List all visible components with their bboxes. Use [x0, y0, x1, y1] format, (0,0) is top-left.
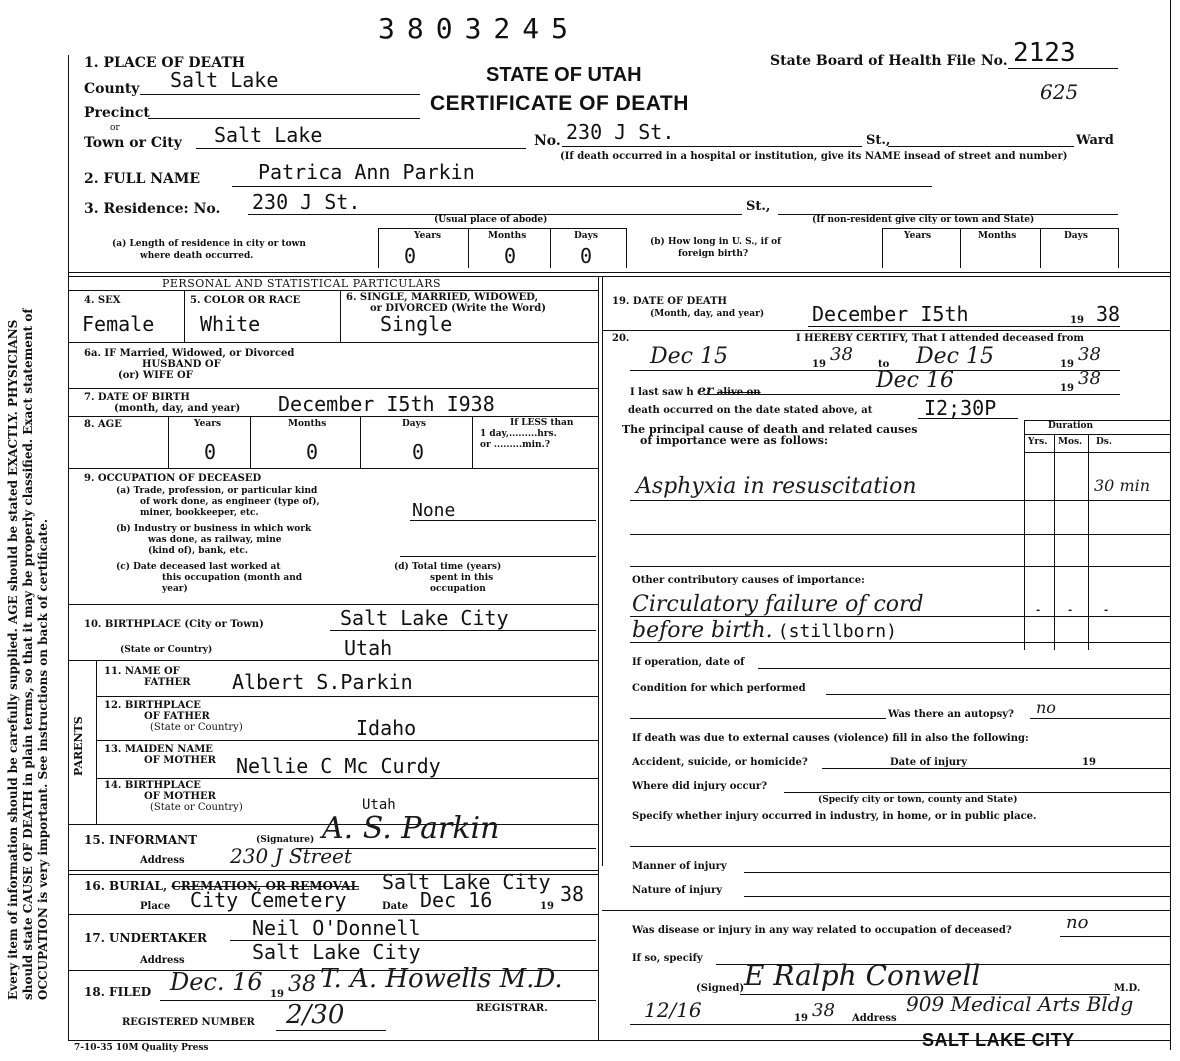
- specify-city: (Specify city or town, county and State): [818, 795, 1018, 805]
- row12-bottom: [96, 740, 598, 741]
- street-no-label: No.: [534, 133, 561, 149]
- less-than-label: [480, 418, 573, 451]
- birthplace-city: Salt Lake City: [340, 606, 509, 630]
- physician-signature: E Ralph Conwell: [744, 959, 981, 992]
- left-border: [68, 55, 69, 1040]
- center-divider-lower: [598, 866, 599, 1040]
- certify-number: 20.: [612, 333, 630, 344]
- dod-value: December I5th: [812, 302, 969, 326]
- sex-label: 4. SEX: [84, 295, 121, 306]
- us-residence-line-1: (b) How long in U. S., if of: [650, 237, 781, 247]
- burial-year: 38: [560, 882, 585, 906]
- autopsy-value: no: [1036, 698, 1056, 717]
- occupation-b-line: [400, 556, 596, 557]
- center-divider-2: [602, 276, 603, 866]
- occupation-a: [116, 486, 320, 519]
- father-label-line-2: FATHER: [144, 677, 191, 688]
- res-days-label: Days: [574, 231, 598, 241]
- accident-label: Accident, suicide, or homicide?: [632, 757, 808, 768]
- cause-line-2: [630, 534, 1170, 535]
- cause-label-line-1: The principal cause of death and related causes: [622, 423, 918, 436]
- contrib-dash-1: -: [1036, 605, 1041, 616]
- us-residence-line-2: foreign birth?: [678, 249, 749, 259]
- right-border: [1170, 0, 1171, 1050]
- death-time: I2;30P: [924, 396, 997, 420]
- town-value: Salt Lake: [214, 123, 323, 147]
- marital-label-line-1: 6. SINGLE, MARRIED, WIDOWED,: [346, 292, 539, 303]
- sig-year: 38: [812, 1000, 835, 1021]
- father-birthplace-label: [104, 700, 243, 733]
- residence-st-label: St.,: [746, 199, 771, 214]
- disease-value: no: [1066, 912, 1089, 933]
- condition-line-2: [630, 718, 886, 719]
- time-line: [918, 418, 1018, 419]
- personal-heading-line: [68, 290, 598, 291]
- where-line: [784, 792, 1170, 793]
- condition-label: Condition for which performed: [632, 683, 806, 694]
- res-box-left: [378, 228, 379, 268]
- dod-label: [612, 296, 764, 320]
- occupation-b: [116, 524, 311, 557]
- length-residence-line-2: where death occurred.: [140, 251, 254, 261]
- nature-label: Nature of injury: [632, 885, 723, 896]
- occupation-d-line-1: (d) Total time (years): [394, 562, 502, 572]
- injury-date-label: Date of injury: [890, 757, 968, 768]
- occupation-c-line-1: (c) Date deceased last worked at: [116, 562, 281, 572]
- res-months-value: 0: [504, 244, 517, 268]
- age-days-label: Days: [402, 419, 426, 429]
- personal-heading: PERSONAL AND STATISTICAL PARTICULARS: [162, 277, 442, 290]
- mother-value: Nellie C Mc Curdy: [236, 754, 441, 778]
- age-div-1: [168, 416, 169, 468]
- sig-date: 12/16: [644, 998, 702, 1022]
- ifso-label: If so, specify: [632, 953, 703, 964]
- cause-line-3: [630, 566, 1170, 567]
- marital-label: [346, 292, 546, 314]
- certificate-title: CERTIFICATE OF DEATH: [430, 92, 689, 115]
- full-name-value: Patrica Ann Parkin: [258, 160, 475, 184]
- us-days-label: Days: [1064, 231, 1088, 241]
- father-birthplace-line-2: OF FATHER: [144, 711, 210, 722]
- dod-line: [808, 326, 1120, 327]
- specify-line: [630, 846, 1170, 847]
- occurred-label: death occurred on the date stated above, at: [628, 405, 873, 416]
- address-label: Address: [852, 1013, 897, 1024]
- registrar-signature: T. A. Howells M.D.: [320, 964, 563, 994]
- town-label: Town or City: [84, 135, 182, 151]
- mother-birthplace-label: [104, 780, 243, 813]
- res-months-label: Months: [488, 231, 527, 241]
- ward-label: Ward: [1076, 133, 1114, 148]
- burial-label-text: 16. BURIAL,: [84, 879, 168, 893]
- nature-line-2: [602, 910, 1170, 911]
- father-birthplace-line-3: (State or Country): [150, 722, 243, 733]
- race-label: 5. COLOR OR RACE: [190, 295, 301, 306]
- last-saw-text: I last saw h: [630, 387, 694, 398]
- occupation-a-line-1: (a) Trade, profession, or particular kind: [116, 486, 318, 496]
- birthplace-state: Utah: [344, 636, 393, 660]
- father-birthplace-line-1: 12. BIRTHPLACE: [104, 700, 201, 711]
- res-box-2: [468, 228, 469, 268]
- duration-col-3: [1088, 434, 1089, 650]
- race-divider: [340, 290, 341, 342]
- spouse-label-line-3: (or) WIFE OF: [118, 370, 193, 381]
- dob-label: [84, 392, 240, 414]
- occupation-value: None: [412, 500, 456, 521]
- to-date: Dec 15: [916, 344, 994, 369]
- burial-struck-text: CREMATION, OR REMOVAL: [171, 879, 359, 893]
- mother-label: [104, 744, 216, 766]
- burial-place: City Cemetery: [190, 888, 347, 912]
- res-years-label: Years: [414, 231, 442, 241]
- sig-year-prefix: 19: [794, 1013, 808, 1024]
- state-title: STATE OF UTAH: [486, 64, 642, 86]
- sex-value: Female: [82, 312, 155, 336]
- occupation-c: [116, 562, 302, 595]
- burial-city: Salt Lake City: [382, 870, 551, 894]
- contrib-dash-2: -: [1068, 605, 1073, 616]
- marital-label-line-2: or DIVORCED (Write the Word): [370, 303, 546, 314]
- us-years-label: Years: [904, 231, 932, 241]
- age-months-value: 0: [306, 440, 319, 464]
- md-label: M.D.: [1114, 983, 1141, 994]
- file-label: State Board of Health File No.: [770, 53, 1008, 69]
- us-box-top: [882, 228, 1118, 229]
- street-no-value: 230 J St.: [566, 120, 675, 144]
- mother-label-line-2: OF MOTHER: [144, 755, 216, 766]
- physician-address: 909 Medical Arts Bldg: [906, 992, 1134, 1016]
- cause-label: [622, 424, 917, 446]
- sex-divider: [184, 290, 185, 342]
- cause-label-line-2: of importance were as follows:: [640, 434, 828, 447]
- occupation-a-line-3: miner, bookkeeper, etc.: [140, 508, 259, 518]
- place-of-death-heading: 1. PLACE OF DEATH: [84, 55, 245, 71]
- street-line: [562, 146, 862, 147]
- spouse-label: [84, 348, 294, 381]
- residence-label: 3. Residence: No.: [84, 201, 221, 217]
- informant-sig-label: (Signature): [256, 835, 315, 845]
- from-year: 38: [830, 344, 853, 365]
- father-birthplace-value: Idaho: [356, 716, 417, 740]
- parents-divider: [96, 660, 97, 824]
- dod-year-prefix: 19: [1070, 315, 1084, 326]
- parents-side-label: PARENTS: [72, 716, 85, 776]
- filed-date: Dec. 16: [170, 968, 263, 996]
- city-stamp: SALT LAKE CITY: [922, 1030, 1075, 1050]
- row19-bottom: [602, 330, 1170, 331]
- abode-note: (Usual place of abode): [434, 215, 548, 225]
- occupation-d-line-3: occupation: [430, 584, 486, 594]
- age-label: 8. AGE: [84, 419, 122, 430]
- manner-line: [744, 872, 1170, 873]
- row16-bottom: [68, 914, 598, 915]
- filed-year: 38: [288, 972, 316, 997]
- registrar-label: REGISTRAR.: [476, 1003, 548, 1014]
- res-days-value: 0: [580, 244, 593, 268]
- town-line: [196, 148, 526, 149]
- last-saw-year: 38: [1078, 368, 1101, 389]
- contrib-line-2: [630, 642, 1170, 643]
- cause-line-1: [630, 500, 1170, 501]
- last-saw-label: [630, 384, 761, 398]
- from-year-prefix: 19: [812, 359, 826, 370]
- occupation-label: 9. OCCUPATION OF DECEASED: [84, 473, 262, 484]
- occupation-a-line: [410, 520, 596, 521]
- county-value: Salt Lake: [170, 68, 279, 92]
- occupation-b-line-2: was done, as railway, mine: [148, 535, 282, 545]
- precinct-line: [148, 118, 420, 119]
- us-box-1: [882, 228, 883, 268]
- birthplace-state-label: (State or Country): [120, 645, 213, 655]
- injury-year-prefix: 19: [1082, 757, 1096, 768]
- length-residence-line-1: (a) Length of residence in city or town: [112, 239, 306, 249]
- occupation-c-line-3: year): [162, 584, 188, 594]
- age-days-value: 0: [412, 440, 425, 464]
- res-box-top: [378, 228, 626, 229]
- county-line: [140, 94, 420, 95]
- dob-label-line-2: (month, day, and year): [114, 403, 241, 414]
- disease-line: [1060, 936, 1170, 937]
- printer-note: 7-10-35 10M Quality Press: [74, 1043, 209, 1053]
- attended-line: [630, 370, 1120, 371]
- contrib-stillborn: (stillborn): [777, 621, 897, 642]
- regno-line: [276, 1030, 386, 1031]
- burial-year-prefix: 19: [540, 901, 554, 912]
- occupation-c-line-2: this occupation (month and: [162, 573, 303, 583]
- contrib-2-hand: before birth.: [632, 618, 773, 643]
- condition-line: [826, 694, 1170, 695]
- mother-label-line-1: 13. MAIDEN NAME: [104, 744, 213, 755]
- sig-date-line: [630, 1024, 1170, 1025]
- certify-text: I HEREBY CERTIFY, That I attended deceased from: [796, 333, 1085, 344]
- to-year-prefix: 19: [1060, 359, 1074, 370]
- informant-label: 15. INFORMANT: [84, 833, 198, 847]
- father-value: Albert S.Parkin: [232, 670, 413, 694]
- row4-bottom: [68, 342, 598, 343]
- duration-yrs: Yrs.: [1028, 437, 1048, 447]
- occupation-d: [394, 562, 501, 595]
- nonres-note: (If non-resident give city or town and State): [812, 215, 1035, 225]
- row11-bottom: [96, 696, 598, 697]
- operation-line: [758, 668, 1170, 669]
- row13-bottom: [96, 778, 598, 779]
- to-year: 38: [1078, 344, 1101, 365]
- side-instructions-line-3: OCCUPATION is very important. See instructions on back of certificate.: [36, 518, 50, 1000]
- cause-1: Asphyxia in resuscitation: [636, 474, 917, 499]
- row10-bottom: [68, 660, 598, 661]
- band-line-top: [68, 272, 1170, 273]
- where-label: Where did injury occur?: [632, 781, 768, 792]
- informant-address: 230 J Street: [230, 844, 352, 868]
- race-value: White: [200, 312, 261, 336]
- duration-sub-bottom: [1024, 452, 1170, 453]
- duration-mos: Mos.: [1058, 437, 1083, 447]
- duration-label: Duration: [1048, 421, 1094, 431]
- file-subnumber: 625: [1040, 80, 1079, 104]
- nature-line: [744, 896, 1170, 897]
- external-label: If death was due to external causes (violence) fill in also the following:: [632, 733, 1029, 744]
- side-instructions-line-2: should state CAUSE OF DEATH in plain terms, so that it may be properly classified. Exact statement of: [21, 308, 35, 1000]
- filed-year-prefix: 19: [270, 989, 284, 1000]
- last-saw-year-prefix: 19: [1060, 383, 1074, 394]
- full-name-label: 2. FULL NAME: [84, 171, 201, 187]
- full-name-line: [232, 186, 932, 187]
- us-months-label: Months: [978, 231, 1017, 241]
- last-saw-line: [704, 394, 1120, 395]
- age-years-label: Years: [194, 419, 222, 429]
- file-number: 2123: [1013, 38, 1076, 68]
- duration-ds: Ds.: [1096, 437, 1113, 447]
- contrib-dash-3: -: [1104, 605, 1109, 616]
- dob-label-line-1: 7. DATE OF BIRTH: [84, 392, 190, 403]
- mother-birthplace-line-3: (State or Country): [150, 802, 243, 813]
- st-label: St.,: [866, 133, 891, 148]
- dod-year: 38: [1096, 302, 1121, 326]
- res-box-3: [550, 228, 551, 268]
- disease-label: Was disease or injury in any way related to occupation of deceased?: [632, 925, 1012, 936]
- center-divider: [598, 276, 599, 866]
- marital-value: Single: [380, 312, 453, 336]
- from-date: Dec 15: [650, 344, 728, 369]
- undertaker-address: Salt Lake City: [252, 940, 421, 964]
- birthplace-line: [330, 630, 596, 631]
- undertaker-address-label: Address: [140, 955, 185, 966]
- row9-bottom: [68, 604, 598, 605]
- filed-line: [160, 1000, 596, 1001]
- operation-label: If operation, date of: [632, 657, 745, 668]
- burial-date: Dec 16: [420, 888, 493, 912]
- occupation-b-line-1: (b) Industry or business in which work: [116, 524, 312, 534]
- contrib-1: Circulatory failure of cord: [632, 592, 924, 617]
- row8-bottom: [68, 468, 598, 469]
- contrib-line-1: [630, 616, 1170, 617]
- contrib-label: Other contributory causes of importance:: [632, 575, 865, 586]
- age-div-3: [360, 416, 361, 468]
- us-box-2: [960, 228, 961, 268]
- age-years-value: 0: [204, 440, 217, 464]
- last-saw-date: Dec 16: [876, 368, 954, 393]
- us-residence-label: [650, 236, 781, 260]
- birthplace-label: 10. BIRTHPLACE (City or Town): [84, 619, 264, 630]
- or-label: or: [110, 123, 120, 133]
- mother-birthplace-line-1: 14. BIRTHPLACE: [104, 780, 201, 791]
- burial-date-label: Date: [382, 901, 409, 912]
- to-label: to: [878, 359, 890, 370]
- burial-place-label: Place: [140, 901, 171, 912]
- specify-injury: Specify whether injury occurred in industry, in home, or in public place.: [632, 811, 1037, 822]
- us-box-4: [1118, 228, 1119, 268]
- res-years-value: 0: [404, 244, 417, 268]
- occupation-b-line-3: (kind of), bank, etc.: [148, 546, 248, 556]
- dob-value: December I5th I938: [278, 392, 495, 416]
- regno-label: REGISTERED NUMBER: [122, 1017, 255, 1028]
- undertaker-label: 17. UNDERTAKER: [84, 931, 207, 945]
- duration-col-2: [1054, 434, 1055, 650]
- last-saw-hand: er: [697, 383, 714, 399]
- last-saw-struck: alive on: [716, 387, 761, 398]
- age-div-4: [472, 416, 473, 468]
- contrib-2: [632, 620, 897, 642]
- occupation-a-line-2: of work done, as engineer (type of),: [140, 497, 320, 507]
- regno-value: 2/30: [286, 1000, 345, 1030]
- age-months-label: Months: [288, 419, 327, 429]
- residence-value: 230 J St.: [252, 190, 361, 214]
- county-label: County: [84, 81, 140, 97]
- less-than-line-3: or .........min.?: [480, 440, 550, 450]
- us-box-3: [1040, 228, 1041, 268]
- row7-bottom: [68, 416, 598, 417]
- file-number-line: [1008, 68, 1118, 69]
- undertaker-name: Neil O'Donnell: [252, 916, 421, 940]
- less-than-line-2: 1 day,.........hrs.: [480, 429, 557, 439]
- informant-signature: A. S. Parkin: [322, 811, 500, 846]
- ward-line: [888, 146, 1074, 147]
- occupation-d-line-2: spent in this: [430, 573, 494, 583]
- signed-label: (Signed): [696, 983, 745, 994]
- mother-birthplace-line-2: OF MOTHER: [144, 791, 216, 802]
- duration-top: [1024, 420, 1170, 421]
- cause-1-duration: 30 min: [1094, 476, 1151, 495]
- duration-sub-top: [1024, 434, 1170, 435]
- father-label-line-1: 11. NAME OF: [104, 666, 180, 677]
- length-residence-label: [112, 238, 306, 262]
- dod-label-line-1: 19. DATE OF DEATH: [612, 296, 727, 307]
- spouse-label-line-2: HUSBAND OF: [142, 359, 221, 370]
- res-box-4: [626, 228, 627, 268]
- filed-label: 18. FILED: [84, 985, 152, 999]
- informant-address-label: Address: [140, 855, 185, 866]
- dod-label-line-2: (Month, day, and year): [650, 309, 765, 319]
- autopsy-line: [1030, 718, 1170, 719]
- age-div-2: [250, 416, 251, 468]
- less-than-line-1: If LESS than: [510, 418, 574, 428]
- spouse-label-line-1: 6a. IF Married, Widowed, or Divorced: [84, 348, 295, 359]
- row6a-bottom: [68, 388, 598, 389]
- manner-label: Manner of injury: [632, 861, 727, 872]
- side-instructions: [6, 308, 51, 1000]
- father-label: [104, 666, 191, 688]
- hospital-note: (If death occurred in a hospital or institution, give its NAME insead of street and number): [560, 151, 1068, 162]
- precinct-label: Precinct: [84, 105, 150, 121]
- side-instructions-line-1: Every item of information should be carefully supplied. AGE should be stated EXACTLY. PHYSICIANS: [6, 319, 20, 1000]
- mother-birthplace-value: Utah: [362, 797, 396, 813]
- accident-line: [822, 768, 1170, 769]
- serial-number: 3803245: [378, 12, 581, 45]
- autopsy-label: Was there an autopsy?: [888, 709, 1014, 720]
